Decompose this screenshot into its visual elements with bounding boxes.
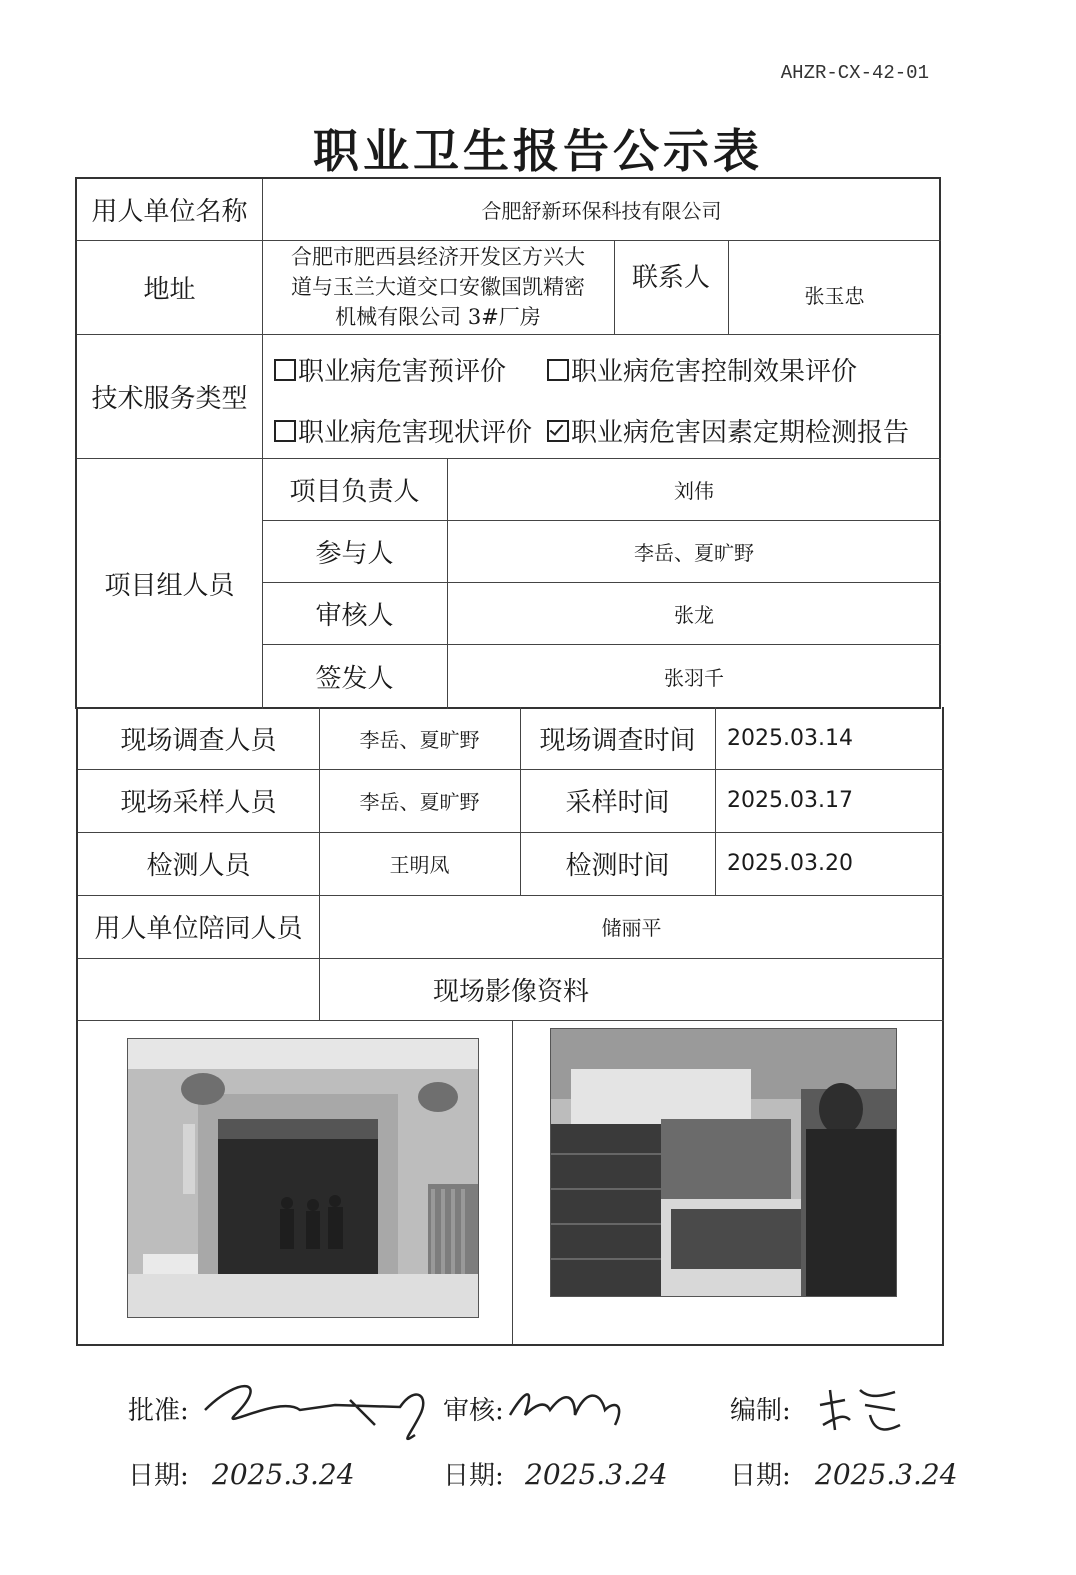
review-date-label: 日期: — [443, 1461, 504, 1491]
companion-name: 储丽平 — [601, 916, 662, 940]
field-people: 李岳、夏旷野 — [359, 790, 480, 814]
page-title: 职业卫生报告公示表 — [313, 124, 763, 178]
service-option[interactable]: 职业病危害控制效果评价 — [547, 351, 857, 388]
service-type-label: 技术服务类型 — [91, 383, 248, 414]
field-label: 现场采样人员 — [120, 788, 277, 818]
team-member: 李岳、夏旷野 — [634, 540, 754, 565]
team-role: 项目负责人 — [289, 476, 420, 507]
field-table — [76, 707, 944, 1346]
team-role: 参与人 — [315, 538, 394, 569]
field-label: 检测人员 — [146, 851, 251, 881]
field-label: 现场调查人员 — [120, 725, 277, 756]
address-line: 机械有限公司 3#厂房 — [335, 305, 541, 329]
review-label: 审核: — [443, 1396, 504, 1426]
approve-label: 批准: — [128, 1396, 189, 1426]
address-value — [262, 240, 614, 334]
checkbox-icon — [274, 420, 296, 442]
service-option[interactable]: 职业病危害预评价 — [274, 351, 506, 388]
contact-name: 张玉忠 — [804, 283, 865, 308]
field-time: 2025.03.14 — [727, 725, 853, 751]
companion-label: 用人单位陪同人员 — [94, 914, 303, 944]
compile-date: 2025.3.24 — [815, 1458, 958, 1491]
review-signature-icon — [505, 1370, 635, 1440]
team-role: 签发人 — [315, 664, 394, 694]
approve-signature-icon — [200, 1355, 460, 1450]
compile-label: 编制: — [730, 1396, 791, 1426]
document-code: AHZR-CX-42-01 — [780, 62, 929, 84]
team-member: 张羽千 — [664, 666, 724, 690]
team-member: 张龙 — [674, 602, 714, 627]
field-time-label: 检测时间 — [565, 851, 670, 881]
checkbox-icon — [274, 359, 296, 381]
compile-date-label: 日期: — [730, 1461, 791, 1491]
checkbox-checked-icon — [547, 420, 569, 442]
team-role: 审核人 — [315, 600, 394, 631]
compile-signature-icon — [815, 1380, 905, 1440]
employer-label: 用人单位名称 — [91, 197, 248, 227]
contact-label: 联系人 — [631, 262, 710, 293]
site-photo-entrance — [127, 1038, 479, 1318]
field-time-label: 采样时间 — [565, 788, 670, 818]
field-people: 李岳、夏旷野 — [359, 727, 480, 752]
field-people: 王明凤 — [389, 853, 450, 877]
address-line: 合肥市肥西县经济开发区方兴大 — [291, 245, 585, 269]
service-option[interactable]: 职业病危害因素定期检测报告 — [547, 412, 909, 449]
field-time: 2025.03.17 — [727, 788, 853, 813]
address-label: 地址 — [143, 274, 196, 305]
field-time: 2025.03.20 — [727, 851, 853, 876]
team-member: 刘伟 — [674, 478, 714, 503]
employer-name: 合肥舒新环保科技有限公司 — [481, 199, 722, 223]
checkbox-icon — [547, 359, 569, 381]
approve-date-label: 日期: — [128, 1461, 189, 1491]
site-photo-workshop — [550, 1028, 897, 1297]
approve-date: 2025.3.24 — [212, 1458, 355, 1491]
address-line: 道与玉兰大道交口安徽国凯精密 — [291, 275, 585, 299]
service-option[interactable]: 职业病危害现状评价 — [274, 412, 532, 449]
review-date: 2025.3.24 — [525, 1458, 668, 1491]
info-table — [75, 177, 941, 709]
images-header: 现场影像资料 — [432, 976, 589, 1007]
team-label: 项目组人员 — [104, 571, 235, 601]
field-time-label: 现场调查时间 — [539, 725, 696, 756]
